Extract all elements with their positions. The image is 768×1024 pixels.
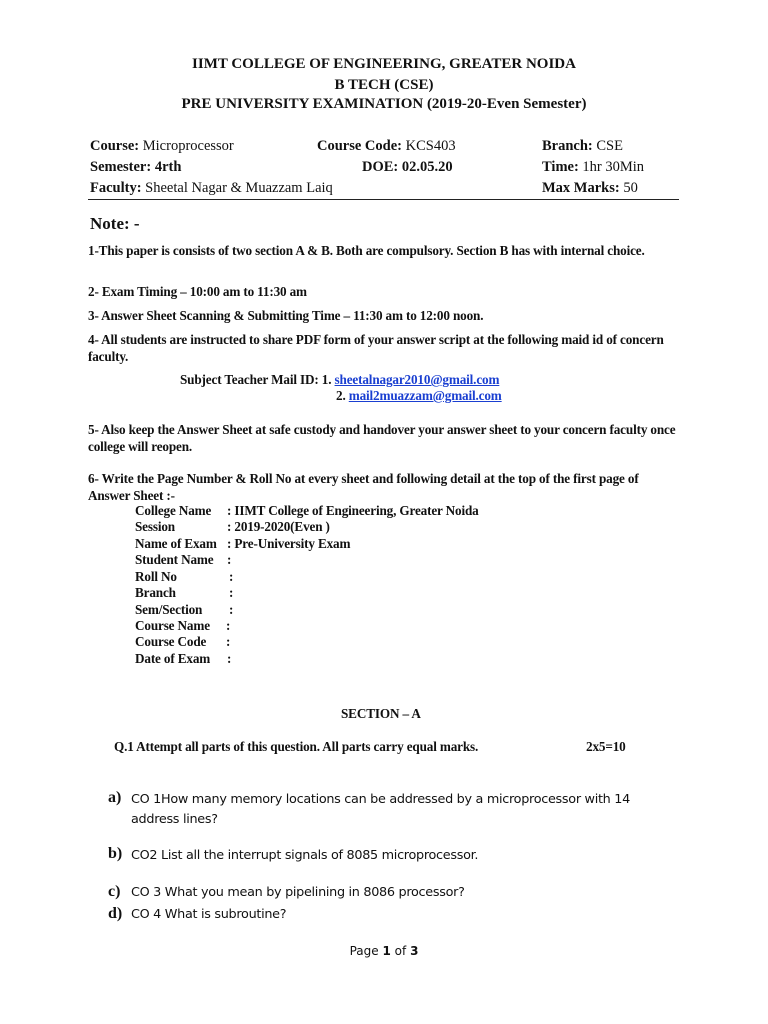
course-code-label: Course Code: (317, 138, 402, 154)
detail-value: : (229, 585, 234, 600)
of-word: of (394, 944, 407, 958)
time-label: Time: (542, 159, 579, 175)
question-letter: b) (108, 845, 123, 862)
time-value: 1hr 30Min (582, 159, 645, 175)
note-item-1: 1-This paper is consists of two section A & B. Both are compulsory. Section B has with internal choice. (88, 243, 645, 258)
detail-value: : (226, 634, 231, 649)
detail-label: Course Code (135, 634, 207, 649)
detail-label: Name of Exam (135, 536, 217, 551)
question-1-marks: 2x5=10 (586, 739, 626, 754)
exam-title: PRE UNIVERSITY EXAMINATION (2019-20-Even Semester) (181, 96, 587, 112)
doe-value: 02.05.20 (401, 159, 453, 175)
question-letter: c) (108, 883, 121, 900)
detail-label: Date of Exam (135, 651, 211, 666)
detail-label: Sem/Section (135, 602, 203, 617)
page-footer (0, 944, 768, 958)
page-number: 1 (382, 944, 391, 958)
note-title: Note: - (90, 214, 140, 233)
detail-value: : 2019-2020(Even ) (227, 519, 330, 534)
note-item-2: 2- Exam Timing – 10:00 am to 11:30 am (88, 284, 307, 299)
course-code-value: KCS403 (405, 138, 456, 154)
question-text: CO 1How many memory locations can be addressed by a microprocessor with 14 address lines? (131, 792, 630, 827)
mail-line-2 (336, 388, 502, 404)
detail-label: Roll No (135, 569, 177, 584)
faculty-field (90, 180, 333, 197)
detail-label: College Name (135, 503, 212, 518)
note-item-6: 6- Write the Page Number & Roll No at every sheet and following detail at the top of the first page of Answer Sheet :- (88, 471, 639, 503)
question-letter: a) (108, 789, 122, 806)
note-item-4: 4- All students are instructed to share PDF form of your answer script at the following maid id of concern faculty. (88, 332, 664, 364)
semester-field (90, 159, 181, 176)
semester-value: 4rth (154, 159, 182, 175)
doe-label: DOE: (362, 159, 399, 175)
program-title: B TECH (CSE) (334, 77, 434, 93)
header-divider (88, 199, 679, 200)
detail-label: Student Name (135, 552, 214, 567)
branch-label: Branch: (542, 138, 593, 154)
note-item-5: 5- Also keep the Answer Sheet at safe custody and handover your answer sheet to your concern faculty once college will reopen. (88, 422, 676, 454)
mail-2-prefix: 2. (336, 388, 346, 403)
max-marks-value: 50 (623, 180, 638, 196)
detail-value: : Pre-University Exam (227, 536, 351, 551)
question-text: CO2 List all the interrupt signals of 8085 microprocessor. (131, 848, 479, 863)
detail-value: : (227, 651, 232, 666)
detail-value: : (229, 569, 234, 584)
page-word: Page (349, 944, 379, 958)
question-text: CO 3 What you mean by pipelining in 8086 processor? (131, 885, 465, 900)
course-field (90, 138, 234, 155)
mail-link-2[interactable]: mail2muazzam@gmail.com (348, 388, 502, 403)
college-title: IIMT COLLEGE OF ENGINEERING, GREATER NOIDA (192, 56, 576, 72)
faculty-value: Sheetal Nagar & Muazzam Laiq (145, 180, 333, 196)
course-label: Course: (90, 138, 140, 154)
detail-value: : (226, 618, 231, 633)
faculty-label: Faculty: (90, 180, 142, 196)
detail-value: : (227, 552, 232, 567)
question-text: CO 4 What is subroutine? (131, 907, 287, 922)
branch-field (542, 138, 623, 155)
course-value: Microprocessor (142, 138, 234, 154)
detail-value: : IIMT College of Engineering, Greater Noida (227, 503, 479, 518)
mail-link-1[interactable]: sheetalnagar2010@gmail.com (334, 372, 500, 387)
time-field (542, 159, 644, 176)
semester-label: Semester: (90, 159, 152, 175)
question-letter: d) (108, 905, 123, 922)
max-marks-label: Max Marks: (542, 180, 620, 196)
branch-value: CSE (596, 138, 623, 154)
note-item-3: 3- Answer Sheet Scanning & Submitting Time – 11:30 am to 12:00 noon. (88, 308, 484, 323)
detail-label: Course Name (135, 618, 210, 633)
section-title: SECTION – A (341, 706, 421, 721)
detail-value: : (229, 602, 234, 617)
mail-label: Subject Teacher Mail ID: 1. (180, 372, 332, 387)
page-total: 3 (410, 944, 419, 958)
mail-line-1 (180, 372, 499, 388)
max-marks-field (542, 180, 638, 197)
course-code-field (317, 138, 456, 155)
detail-label: Branch (135, 585, 176, 600)
detail-label: Session (135, 519, 175, 534)
doe-field (362, 159, 453, 176)
question-1-instruction: Q.1 Attempt all parts of this question. All parts carry equal marks. (114, 739, 479, 754)
